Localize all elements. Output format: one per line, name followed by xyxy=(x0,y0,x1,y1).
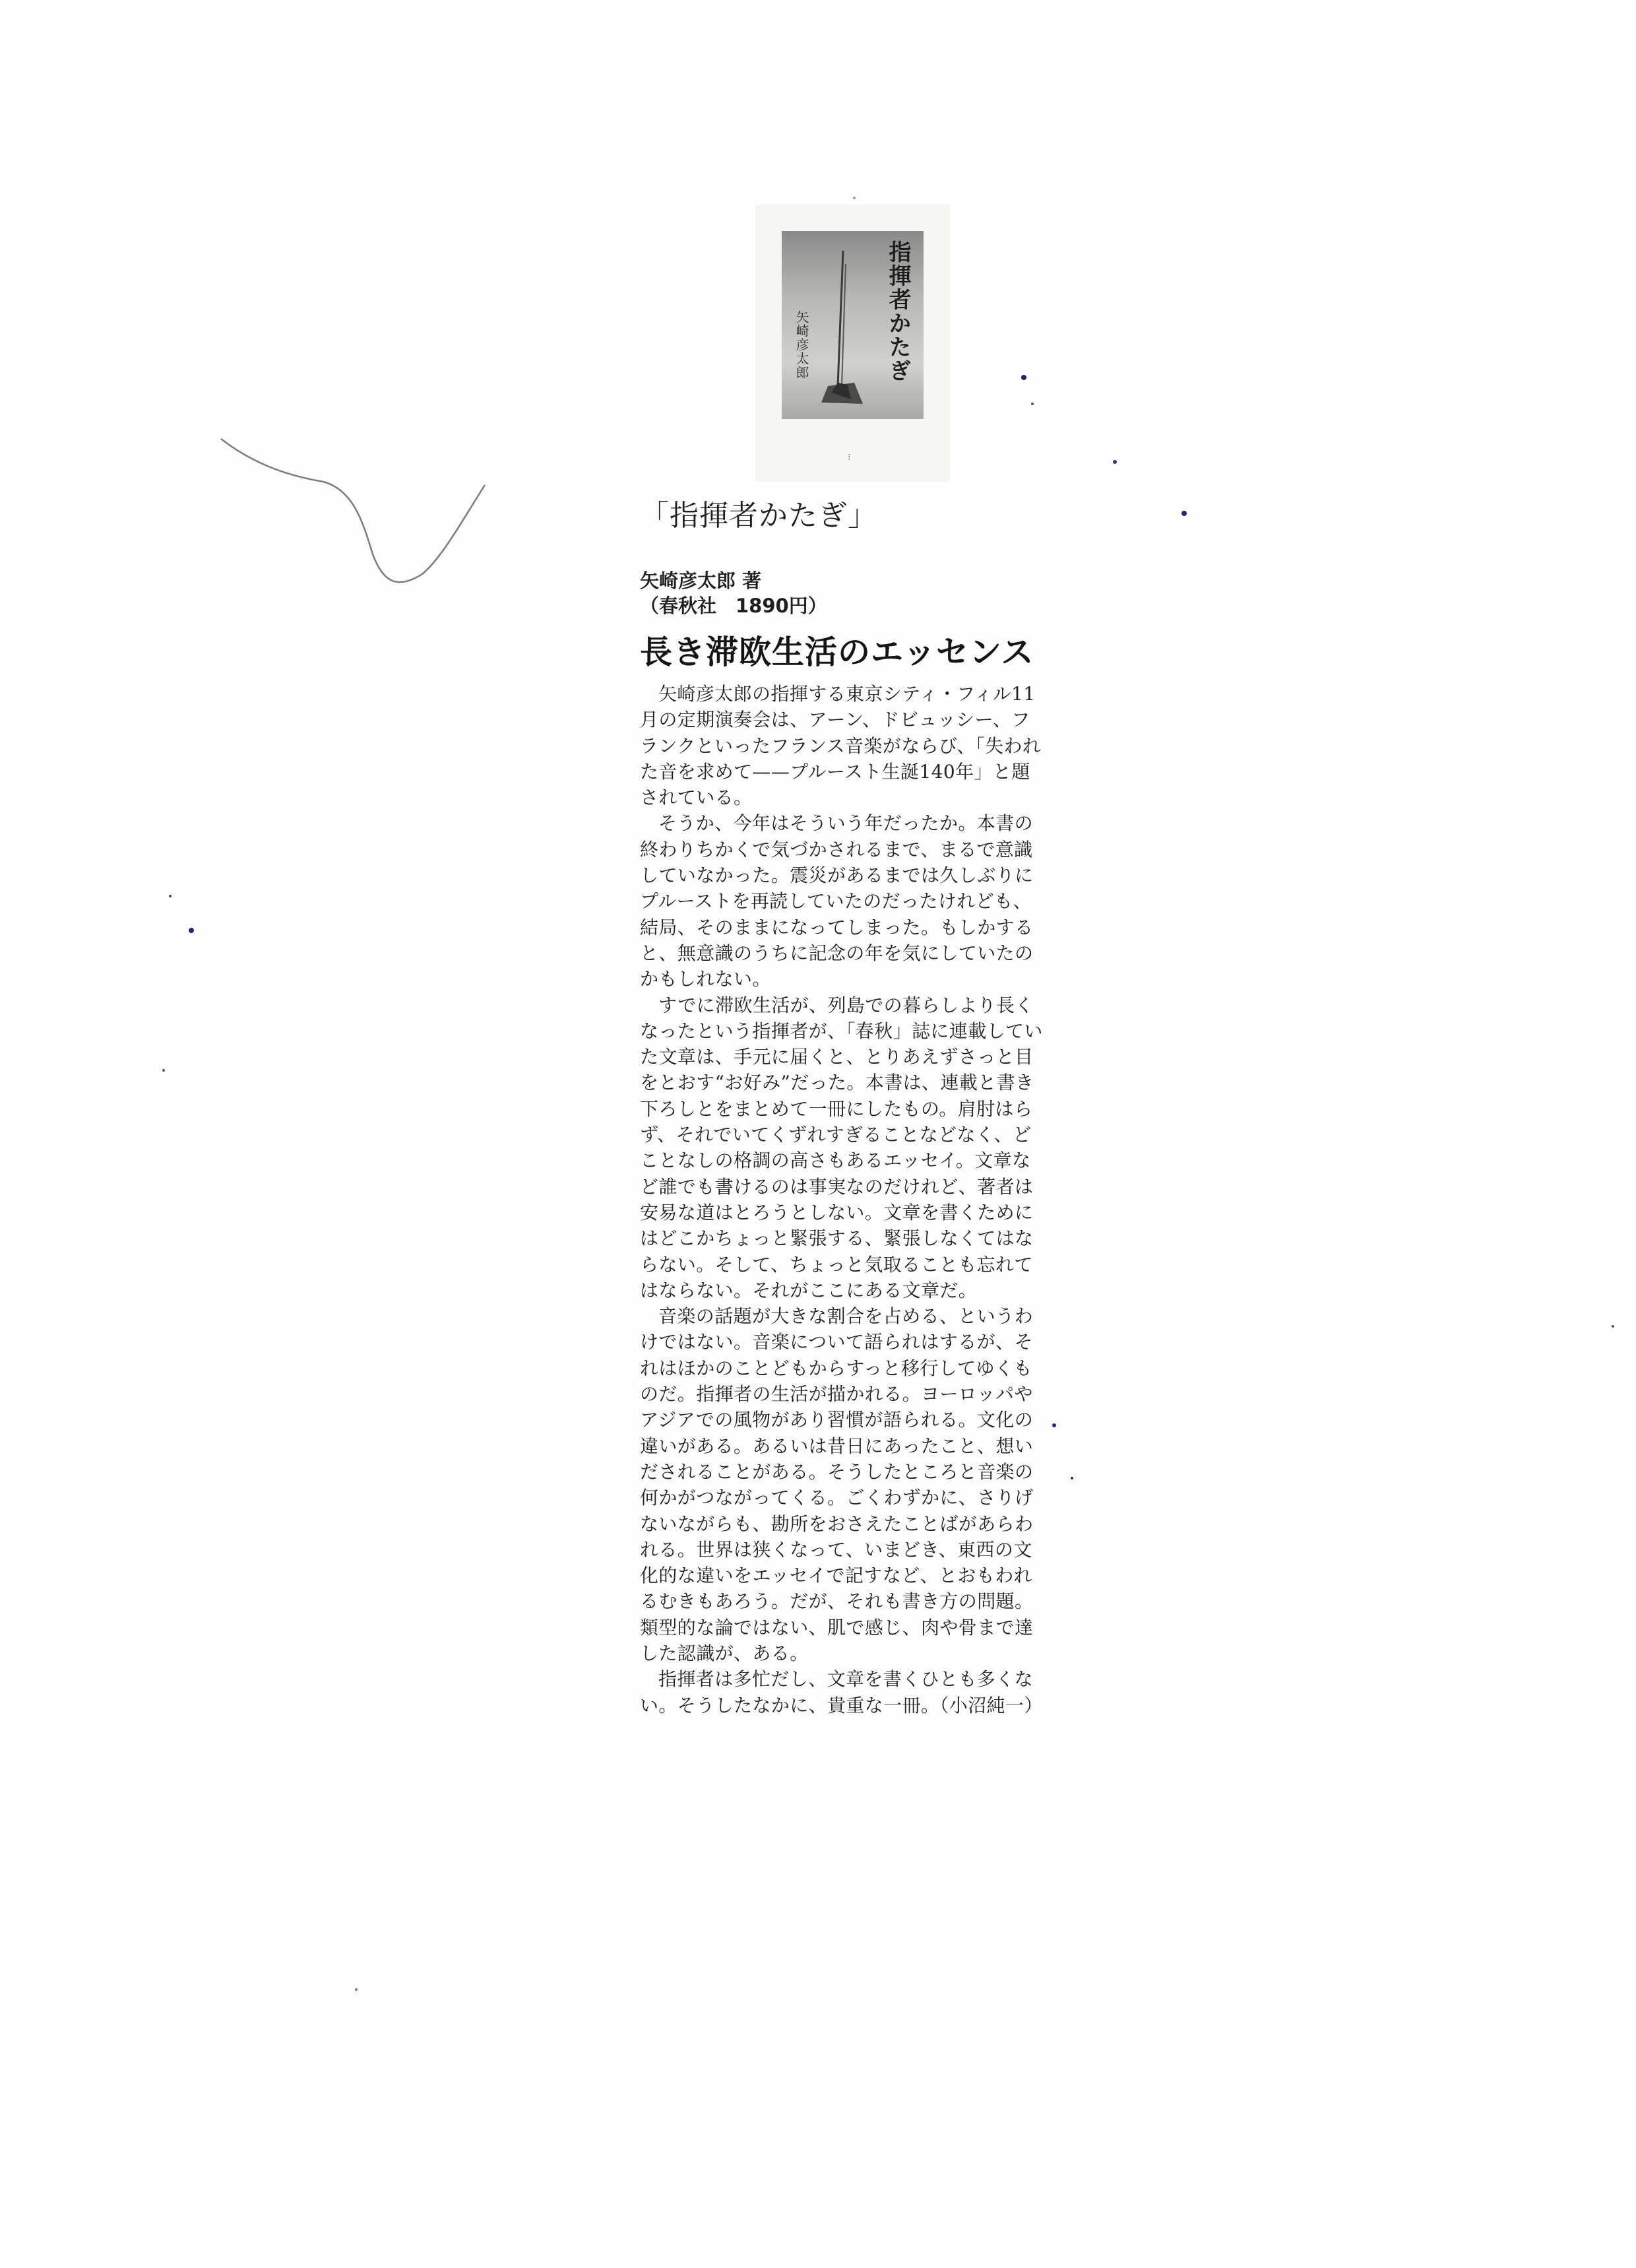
newspaper-clipping xyxy=(640,191,1115,1953)
baton-sculpture-image xyxy=(818,251,864,409)
book-title: 「指揮者かたぎ」 xyxy=(640,499,877,533)
scan-speck xyxy=(1181,511,1187,516)
paragraph: 指揮者は多忙だし、文章を書くひとも多くない。そうしたなかに、貴重な一冊。（小沼純一） xyxy=(640,1668,1043,1716)
review-body xyxy=(640,681,1049,1718)
paragraph: 音楽の話題が大きな割合を占める、というわけではない。音楽について語られはするが、それはほかのことどもからすっと移行してゆくものだ。指揮者の生活が描かれる。ヨーロッパやアジアでの風物があり習慣が語られる。文化の違いがある。あるいは昔日にあったこと、想いだされることがある。そうしたところと音楽の何かがつながってくる。ごくわずかに、さりげないながらも、勘所をおさえたことばがあらわれる。世界は狭くなって、いまどき、東西の文化的な違いをエッセイで記すなど、とおもわれるむきもあろう。だが、それも書き方の問題。類型的な論ではない、肌で感じ、肉や骨まで達した認識が、ある。 xyxy=(640,1305,1034,1664)
review-headline: 長き滞欧生活のエッセンス xyxy=(640,633,1034,671)
paragraph: そうか、今年はそういう年だったか。本書の終わりちかくで気づかされるまで、まるで意識していなかった。震災があるまでは久しぶりにプルーストを再読していたのだったけれども、結局、そのままになってしまった。もしかすると、無意識のうちに記念の年を気にしていたのかもしれない。 xyxy=(640,812,1034,990)
book-publisher-price: （春秋社 1890円） xyxy=(640,595,827,617)
cover-ornament: ⁝ xyxy=(848,452,851,463)
scan-speck xyxy=(162,1069,165,1072)
cover-photo xyxy=(782,231,924,419)
paragraph: すでに滞欧生活が、列島での暮らしより長くなったという指揮者が、「春秋」誌に連載していた文章は、手元に届くと、とりあえずさっと目をとおす“お好み”だった。本書は、連載と書き下ろしとをまとめて一冊にしたもの。肩肘はらず、それでいてくずれすぎることなどなく、どことなしの格調の高さもあるエッセイ。文章など誰でも書けるのは事実なのだけれど、著者は安易な道はとろうとしない。文章を書くためにはどこかちょっと緊張する、緊張しなくてはならない。そして、ちょっと気取ることも忘れてはならない。それがここにある文章だ。 xyxy=(640,994,1043,1301)
stray-fiber xyxy=(221,439,485,582)
book-author: 矢崎彦太郎 著 xyxy=(640,569,762,592)
cover-author: 矢崎彦太郎 xyxy=(794,310,809,379)
paragraph: 矢崎彦太郎の指揮する東京シティ・フィル11月の定期演奏会は、アーン、ドビュッシー、フランクといったフランス音楽がならび、「失われた音を求めて——プルースト生誕140年」と題されている。 xyxy=(640,683,1042,809)
scan-speck xyxy=(1612,1325,1614,1328)
scan-speck xyxy=(189,928,194,933)
book-cover xyxy=(755,205,950,482)
scan-speck xyxy=(355,1988,358,1991)
scan-speck xyxy=(169,895,172,897)
cover-title: 指揮者かたぎ xyxy=(885,240,911,383)
